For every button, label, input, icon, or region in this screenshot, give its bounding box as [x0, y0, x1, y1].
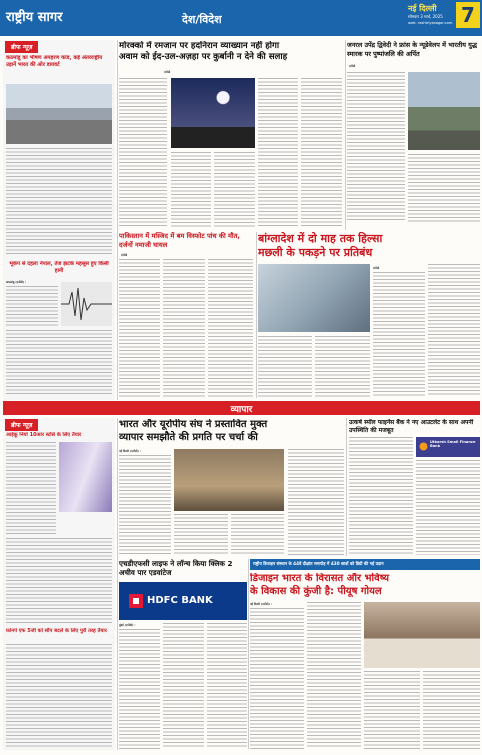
left-brief-column [3, 40, 115, 400]
brief1-body [6, 148, 112, 256]
brief2-headline: भूकंप से दहला नेपाल, तेज झटके महसूस हुए किसी हानी [9, 261, 109, 274]
hdfc-logo-photo [119, 582, 247, 620]
design-headline-line1: डिजाइन भारत के विरासत और भविष्य [250, 573, 390, 584]
masthead-title: राष्ट्रीय सागर [6, 10, 63, 25]
design-body-col4 [423, 671, 480, 749]
lead-headline [119, 41, 341, 63]
pakistan-body-col2 [163, 259, 205, 397]
design-body-col2 [307, 602, 361, 749]
hdfc-body-col2 [163, 623, 204, 749]
page-number: 7 [456, 2, 480, 28]
edition-date: सोमवार 3 मार्च, 2025 [408, 14, 443, 19]
seismograph-photo [61, 282, 112, 326]
bangladesh-body-col3 [373, 272, 425, 397]
column-rule [346, 418, 347, 556]
hdfc-body-col3 [207, 623, 247, 749]
website-link[interactable]: web: rashtriyasagar.com [408, 21, 453, 25]
india-eu-body-col2 [174, 514, 228, 555]
business-brief-column [3, 418, 115, 750]
india-eu-body-col4 [288, 449, 344, 555]
hdfc-body-col1 [119, 629, 160, 749]
pakistan-byline: एजेंसी [121, 253, 128, 257]
india-eu-body-col3 [231, 514, 284, 555]
right-top-byline: एजेंसी [349, 64, 356, 68]
india-eu-headline [119, 419, 347, 444]
hdfc-logo-text: HDFC BANK [147, 595, 213, 606]
utkarsh-logo-text: Utkarsh Small Finance Bank [430, 440, 476, 448]
phonepe-headline: फ़ोनपे एफ 5जी को सौंप बदले के लिए पुरी तरह तैयार [6, 628, 107, 634]
bangladesh-body-col1 [258, 336, 312, 397]
india-eu-meeting-photo [174, 449, 284, 511]
right-top-headline: जनरल उपेंद्र द्विवेदी ने फ्रांस के न्यूडेवेलप में भारतीय युद्ध स्मारक पर पुष्पांजलि की अर्पित [347, 41, 477, 58]
india-eu-byline: नई दिल्ली (एजेंसी) : [119, 449, 141, 453]
masthead [0, 0, 482, 36]
seismograph-wave-icon [61, 282, 112, 326]
section-title: देश/विदेश [182, 13, 222, 26]
nid-banner [250, 559, 480, 570]
column-rule [248, 559, 249, 749]
india-eu-headline-line2: व्यापार समझौते की प्रगति पर चर्चा की [119, 431, 258, 443]
brief2-body-b [6, 330, 112, 396]
bangladesh-headline-line2: मछली के पकड़ने पर प्रतिबंध [258, 246, 373, 259]
lead-headline-line1: मोरक्को में रमजान पर हदनिरान व्याख्यान नहीं होगा [119, 41, 280, 51]
edition-city: नई दिल्ली [408, 4, 437, 13]
lead-body-col4 [258, 78, 298, 228]
design-body-col1 [250, 608, 304, 749]
pakistan-body-col1 [119, 259, 160, 397]
india-eu-headline-line1: भारत और यूरोपीय संघ ने प्रस्तावित मुक्त [119, 419, 268, 430]
iqoo-body [6, 442, 56, 534]
right-top-body-2 [408, 154, 480, 222]
business-brief-badge: ब्रीफ न्यूज़ [5, 419, 38, 431]
column-rule [117, 418, 118, 750]
bangladesh-body-col2 [315, 336, 370, 397]
lead-body-col3 [214, 152, 255, 228]
phonepe-body [6, 644, 112, 748]
lead-body-col1 [119, 78, 167, 228]
right-top-body [347, 72, 405, 222]
design-byline: नई दिल्ली (एजेंसी) : [250, 602, 272, 606]
india-eu-body-col1 [119, 455, 171, 555]
utkarsh-body-col1 [349, 437, 413, 555]
design-headline [250, 573, 480, 598]
business-section-bar [3, 401, 480, 415]
lead-headline-line2: अवाम को ईद-उल-अज़हा पर कुर्बानी न देने की सलाह [119, 52, 288, 62]
iqoo-headline: आईकू नियो 10आर स्टोर्स के लिए तैयार [6, 432, 82, 438]
fishing-boat-photo [258, 264, 370, 332]
iqoo-body-2 [6, 538, 112, 624]
column-rule [117, 40, 118, 400]
bangladesh-headline-line1: बांग्लादेश में दो माह तक हिल्सा [258, 232, 383, 245]
pakistan-body-col3 [208, 259, 253, 397]
lead-byline: एजेंसी [164, 70, 171, 74]
pakistan-headline: पाकिस्तान में मस्जिद में बम विस्फोट पांच की मौत, दर्जनों नमाजी घायल [119, 232, 240, 249]
utkarsh-logo-icon [419, 442, 428, 451]
utkarsh-body-col2 [416, 460, 480, 555]
hdfc-logo-icon [129, 594, 143, 608]
utkarsh-headline: उत्कर्ष स्मॉल फाइनेंस बैंक ने नए आउटलेट के साथ अपनी उपस्थिति की मजबूत [349, 419, 474, 434]
war-memorial-photo [408, 72, 480, 150]
brief1-headline: कठमांडू का भीषण अपहरण कांड, कई अंतरराष्ट्रीय उड़ानें भारत की ओर डायवर्ट [6, 55, 103, 68]
brief2-body-a [6, 286, 58, 326]
lead-body-col2 [171, 152, 211, 228]
brief-news-badge: ब्रीफ न्यूज़ [5, 41, 38, 53]
bangladesh-byline: एजेंसी [373, 266, 380, 270]
smartphone-photo [59, 442, 112, 512]
design-body-col3 [364, 671, 420, 749]
mosque-night-photo [171, 78, 255, 148]
lead-body-col5 [301, 78, 342, 228]
column-rule [256, 232, 257, 398]
bangladesh-body-col4 [428, 264, 480, 397]
hdfc-byline: मुंबई (एजेंसी) : [119, 623, 136, 627]
airplanes-photo [6, 84, 112, 144]
convocation-photo [364, 602, 480, 668]
brief2-byline: काठमांडू (एजेंसी) : [6, 280, 27, 284]
bangladesh-headline [258, 232, 480, 260]
design-headline-line2: के विकास की कुंजी है: पीयूष गोयल [250, 585, 382, 597]
business-section-title: व्यापार [230, 405, 253, 415]
nid-banner-text: राष्ट्रीय डिजाइन संस्थान के 44वें दीक्षांत समारोह में 430 छात्रों को डिग्री की गई प्रदान [253, 561, 384, 566]
hdfc-headline: एचडीएफसी लाइफ ने लॉन्च किया क्लिक 2 अचीव पार एडवांटेज [119, 559, 233, 578]
column-rule [345, 40, 346, 230]
utkarsh-logo [416, 437, 480, 457]
